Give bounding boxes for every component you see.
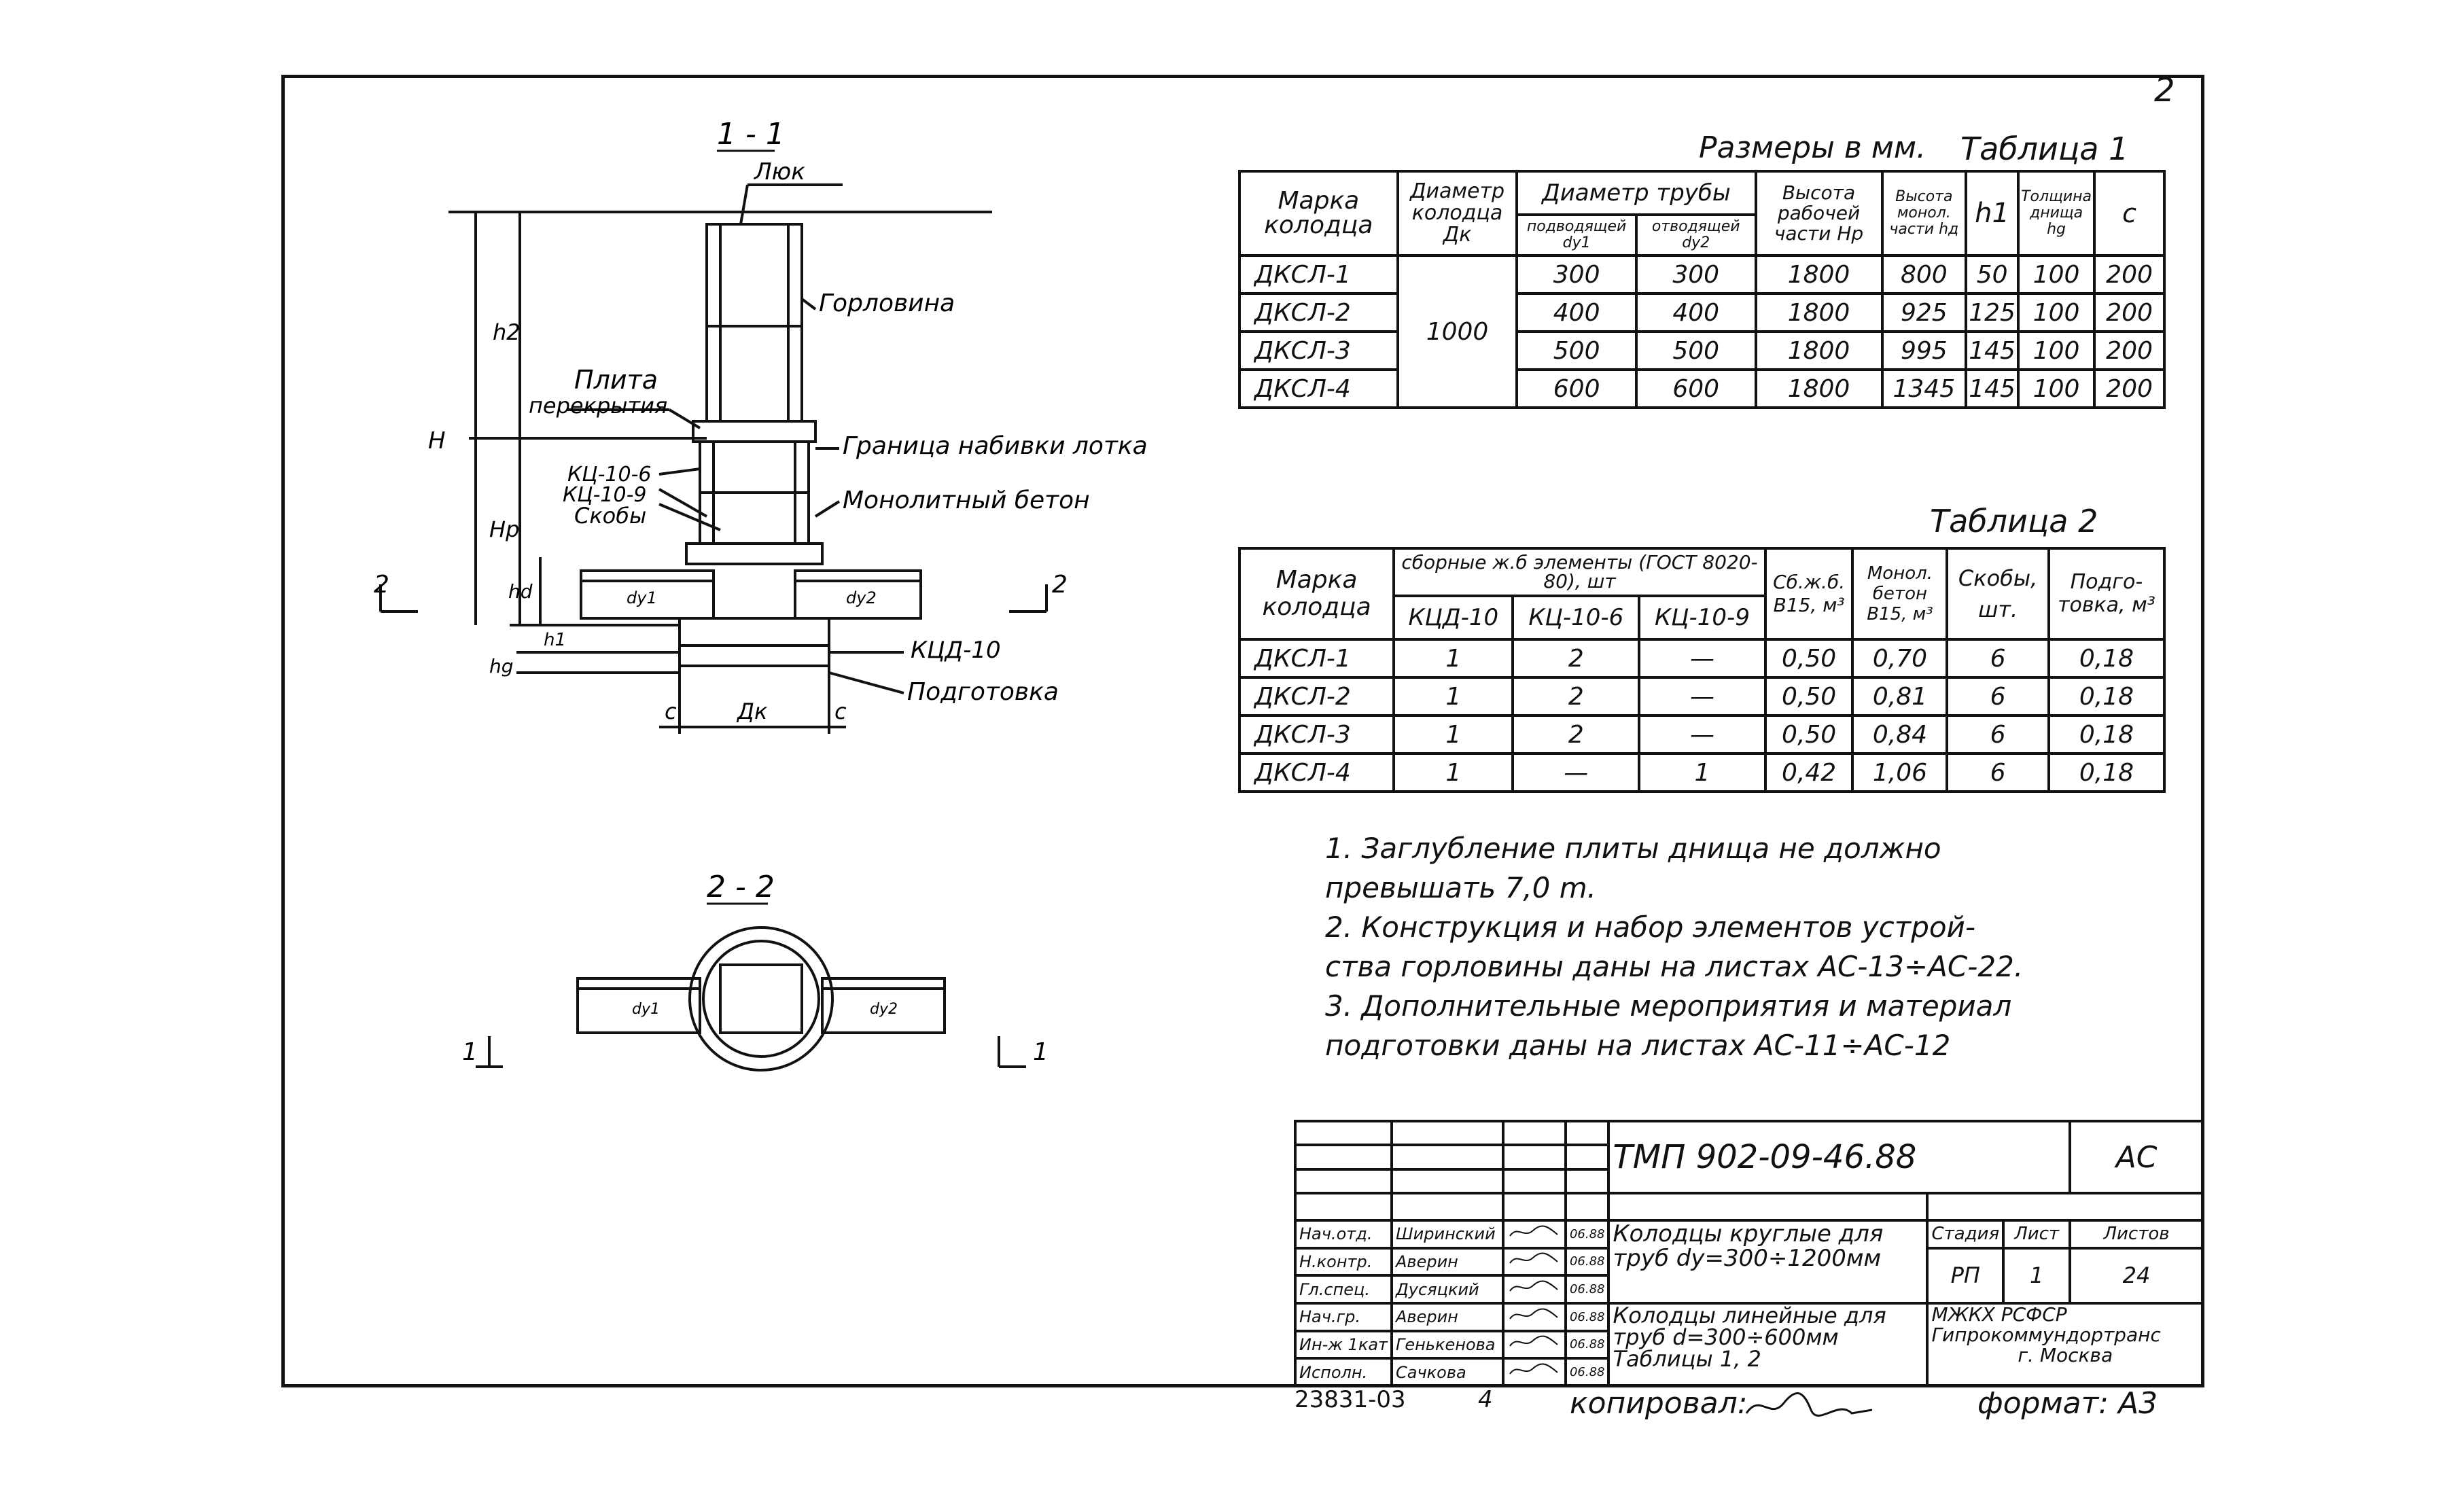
stamp-stadiya-h: Стадия [1927,1220,2003,1248]
table1-cell: 200 [2094,294,2164,332]
label-luk: Люк [754,158,805,185]
stamp-name: Аверин [1392,1248,1503,1276]
table1-cell: 995 [1882,332,1967,370]
table2-caption: Таблица 2 [1930,503,2098,539]
stamp-date: 06.88 [1566,1303,1609,1331]
table1-cell: 100 [2018,255,2094,294]
t2-h-mon: Монол. бетон В15, м³ [1852,548,1947,639]
stamp-name: Дусяцкий [1392,1275,1503,1303]
table2-cell: — [1639,715,1765,754]
table1-cell: 500 [1636,332,1756,370]
stamp-role: Нач.отд. [1295,1220,1392,1248]
section-2-2-drawing [448,863,1101,1135]
table1-cell: 100 [2018,332,2094,370]
stamp-code: ТМП 902-09-46.88 [1608,1121,2070,1193]
table1-cell: 145 [1966,370,2018,408]
t2-h-kc106: КЦ-10-6 [1513,596,1639,639]
inventory-number: 23831-03 [1295,1386,1406,1413]
label-podgotovka: Подготовка [907,678,1059,706]
table1-cell: 1800 [1756,332,1882,370]
stamp-date: 06.88 [1566,1275,1609,1303]
copied-by: копировал: [1570,1386,1748,1421]
section-1-right: 1 [1033,1038,1049,1066]
table2-cell: 0,18 [2049,639,2164,677]
stamp-listov-v: 24 [2070,1248,2203,1303]
t2-h-sbornye: сборные ж.б элементы (ГОСТ 8020-80), шт [1394,548,1765,596]
table1-cell-marka: ДКСЛ-4 [1239,370,1398,408]
table2-cell: 0,70 [1852,639,1947,677]
table1-cell: 200 [2094,332,2164,370]
table2-cell: — [1513,754,1639,792]
table2-cell-marka: ДКСЛ-4 [1239,754,1394,792]
notes [1325,829,2023,1065]
table2-cell: 2 [1513,639,1639,677]
table2-cell-marka: ДКСЛ-1 [1239,639,1394,677]
note-line: ства горловины даны на листах АС-13÷АС-22. [1325,950,2024,983]
table2-cell-marka: ДКСЛ-2 [1239,677,1394,715]
t2-h-kcd10: КЦД-10 [1394,596,1513,639]
table1-cell: 100 [2018,294,2094,332]
t1-h-vys-mon: Высота монол. части hд [1882,171,1967,255]
note-line: 3. Дополнительные мероприятия и материал [1325,989,2012,1023]
dim-dy2: dy2 [846,588,877,607]
page-number: 2 [2154,71,2175,109]
dim-h1: h1 [544,630,567,650]
table2-cell: — [1639,677,1765,715]
table2-cell: 0,50 [1765,639,1853,677]
t2-h-skoby: Скобы, шт. [1947,548,2048,639]
section-1-1-drawing [340,109,1196,761]
dim-dy1: dy1 [627,588,657,607]
table1-cell: 50 [1966,255,2018,294]
section-1-1-title: 1 - 1 [717,117,785,152]
inventory-number-2: 4 [1478,1386,1493,1413]
table1-units: Размеры в мм. [1699,130,1926,165]
table1 [1238,170,2166,409]
stamp-date: 06.88 [1566,1220,1609,1248]
label-plita: Плита [574,365,658,395]
copier-signature [1743,1386,1879,1427]
stamp-stadiya-v: РП [1927,1248,2003,1303]
t1-h-diam-tr: Диаметр трубы [1517,171,1755,215]
note-line: 1. Заглубление плиты днища не должно [1325,832,1941,865]
table1-cell: 145 [1966,332,2018,370]
stamp-name: Ширинский [1392,1220,1503,1248]
t1-h-h1: h1 [1966,171,2018,255]
dim-h2: h2 [493,319,521,345]
table1-cell: 300 [1636,255,1756,294]
table2-cell: 2 [1513,715,1639,754]
label-perekrytiya: перекрытия [529,393,668,419]
stamp-date: 06.88 [1566,1358,1609,1386]
table1-cell: 400 [1636,294,1756,332]
table1-cell: 125 [1966,294,2018,332]
stamp-organization [1927,1303,2203,1386]
stamp-list-v: 1 [2003,1248,2070,1303]
table1-cell-marka: ДКСЛ-3 [1239,332,1398,370]
table1-cell: 600 [1636,370,1756,408]
stamp-listov-h: Листов [2070,1220,2203,1248]
label-granica: Граница набивки лотка [843,432,1148,460]
table1-cell: 600 [1517,370,1636,408]
dim-hg: hg [489,655,514,677]
table2-cell: 6 [1947,677,2048,715]
t1-h-vys-rab: Высота рабочей части Hp [1756,171,1882,255]
stamp-ac: АС [2070,1121,2203,1193]
table2-cell: 1 [1394,639,1513,677]
stamp-org3: г. Москва [2018,1343,2113,1366]
stamp-signature [1503,1248,1566,1276]
table2-row [1239,677,2164,715]
stamp-name: Генькенова [1392,1331,1503,1359]
stamp-title2: Колодцы линейные для труб d=300÷600мм Таблицы 1, 2 [1608,1303,1927,1386]
table2-cell: 0,50 [1765,677,1853,715]
table1-cell: 500 [1517,332,1636,370]
label-skoby: Скобы [574,503,647,529]
stamp-date: 06.88 [1566,1331,1609,1359]
t1-h-marka: Марка колодца [1239,171,1398,255]
table2-cell: — [1639,639,1765,677]
stamp-date: 06.88 [1566,1248,1609,1276]
table2-row [1239,715,2164,754]
dim-c-left: c [665,698,677,724]
table2-cell: 0,50 [1765,715,1853,754]
dim-dk: Дк [737,698,768,724]
table2-cell: 0,18 [2049,754,2164,792]
stamp-name: Аверин [1392,1303,1503,1331]
stamp-signature [1503,1331,1566,1359]
table2-cell: 0,84 [1852,715,1947,754]
table1-row [1239,294,2164,332]
table1-cell: 200 [2094,255,2164,294]
stamp-signature [1503,1220,1566,1248]
t2-h-marka: Марка колодца [1239,548,1394,639]
label-gorlovina: Горловина [819,289,955,317]
table1-cell: 100 [2018,370,2094,408]
note-line: превышать 7,0 m. [1325,871,1597,904]
label-kc109: КЦ-10-9 [563,483,647,507]
table1-cell: 925 [1882,294,1967,332]
label-kcd10: КЦД-10 [911,637,1001,664]
dim-dy2-plan: dy2 [870,1001,898,1018]
table2-cell: 1 [1394,715,1513,754]
section-2-2-title: 2 - 2 [707,870,775,904]
title-block [1294,1120,2204,1387]
stamp-role: Н.контр. [1295,1248,1392,1276]
table2-row [1239,754,2164,792]
table1-cell: 400 [1517,294,1636,332]
table2-cell-marka: ДКСЛ-3 [1239,715,1394,754]
t2-h-podg: Подго-товка, м³ [2049,548,2164,639]
stamp-list-h: Лист [2003,1220,2070,1248]
format-label: формат: А3 [1977,1386,2158,1421]
table2-cell: 1 [1394,677,1513,715]
stamp-org1: МЖКХ РСФСР [1931,1303,2067,1326]
dim-H: H [428,427,446,455]
note-line: подготовки даны на листах АС-11÷АС-12 [1325,1029,1951,1062]
label-kc106: КЦ-10-6 [567,463,652,486]
table1-cell: 200 [2094,370,2164,408]
stamp-signature [1503,1358,1566,1386]
table2-cell: 6 [1947,715,2048,754]
table1-row [1239,255,2164,294]
section-2-right: 2 [1052,571,1068,599]
stamp-role: Ин-ж 1кат [1295,1331,1392,1359]
dim-c-right: c [834,698,847,724]
table2-cell: 6 [1947,754,2048,792]
t2-h-sb: Сб.ж.б. В15, м³ [1765,548,1853,639]
table2-cell: 0,18 [2049,715,2164,754]
section-1-left: 1 [462,1038,478,1066]
section-2-left: 2 [374,571,389,599]
table1-cell: 1800 [1756,294,1882,332]
stamp-title1: Колодцы круглые для труб dy=300÷1200мм [1608,1220,1927,1303]
table2-cell: 1 [1639,754,1765,792]
table2-cell: 0,18 [2049,677,2164,715]
table1-row [1239,370,2164,408]
table2-cell: 0,42 [1765,754,1853,792]
dim-Hp: Hp [489,516,520,542]
dim-dy1-plan: dy1 [632,1001,660,1018]
table2 [1238,547,2166,793]
stamp-role: Нач.гр. [1295,1303,1392,1331]
table2-cell: 6 [1947,639,2048,677]
stamp-org2: Гипрокоммундортранс [1931,1323,2161,1346]
t1-h-otv: отводящей dy2 [1636,215,1756,255]
table1-caption: Таблица 1 [1960,130,2129,167]
table1-cell-dk: 1000 [1398,255,1517,408]
table1-cell-marka: ДКСЛ-2 [1239,294,1398,332]
stamp-signature [1503,1275,1566,1303]
table2-cell: 0,81 [1852,677,1947,715]
table2-cell: 1 [1394,754,1513,792]
t1-h-dk: Диаметр колодца Дк [1398,171,1517,255]
table2-row [1239,639,2164,677]
table2-cell: 2 [1513,677,1639,715]
t2-h-kc109: КЦ-10-9 [1639,596,1765,639]
table1-cell: 1800 [1756,370,1882,408]
t1-h-podv: подводящей dy1 [1517,215,1636,255]
stamp-signature [1503,1303,1566,1331]
t1-h-c: c [2094,171,2164,255]
table1-cell-marka: ДКСЛ-1 [1239,255,1398,294]
stamp-role: Исполн. [1295,1358,1392,1386]
dim-hd: hd [508,580,533,603]
label-monolit: Монолитный бетон [843,486,1090,514]
t1-h-tol: Толщина днища hg [2018,171,2094,255]
table1-row [1239,332,2164,370]
table1-cell: 300 [1517,255,1636,294]
stamp-name: Сачкова [1392,1358,1503,1386]
note-line: 2. Конструкция и набор элементов устрой- [1325,910,1975,944]
stamp-role: Гл.спец. [1295,1275,1392,1303]
table2-cell: 1,06 [1852,754,1947,792]
table1-cell: 800 [1882,255,1967,294]
table1-cell: 1345 [1882,370,1967,408]
table1-cell: 1800 [1756,255,1882,294]
